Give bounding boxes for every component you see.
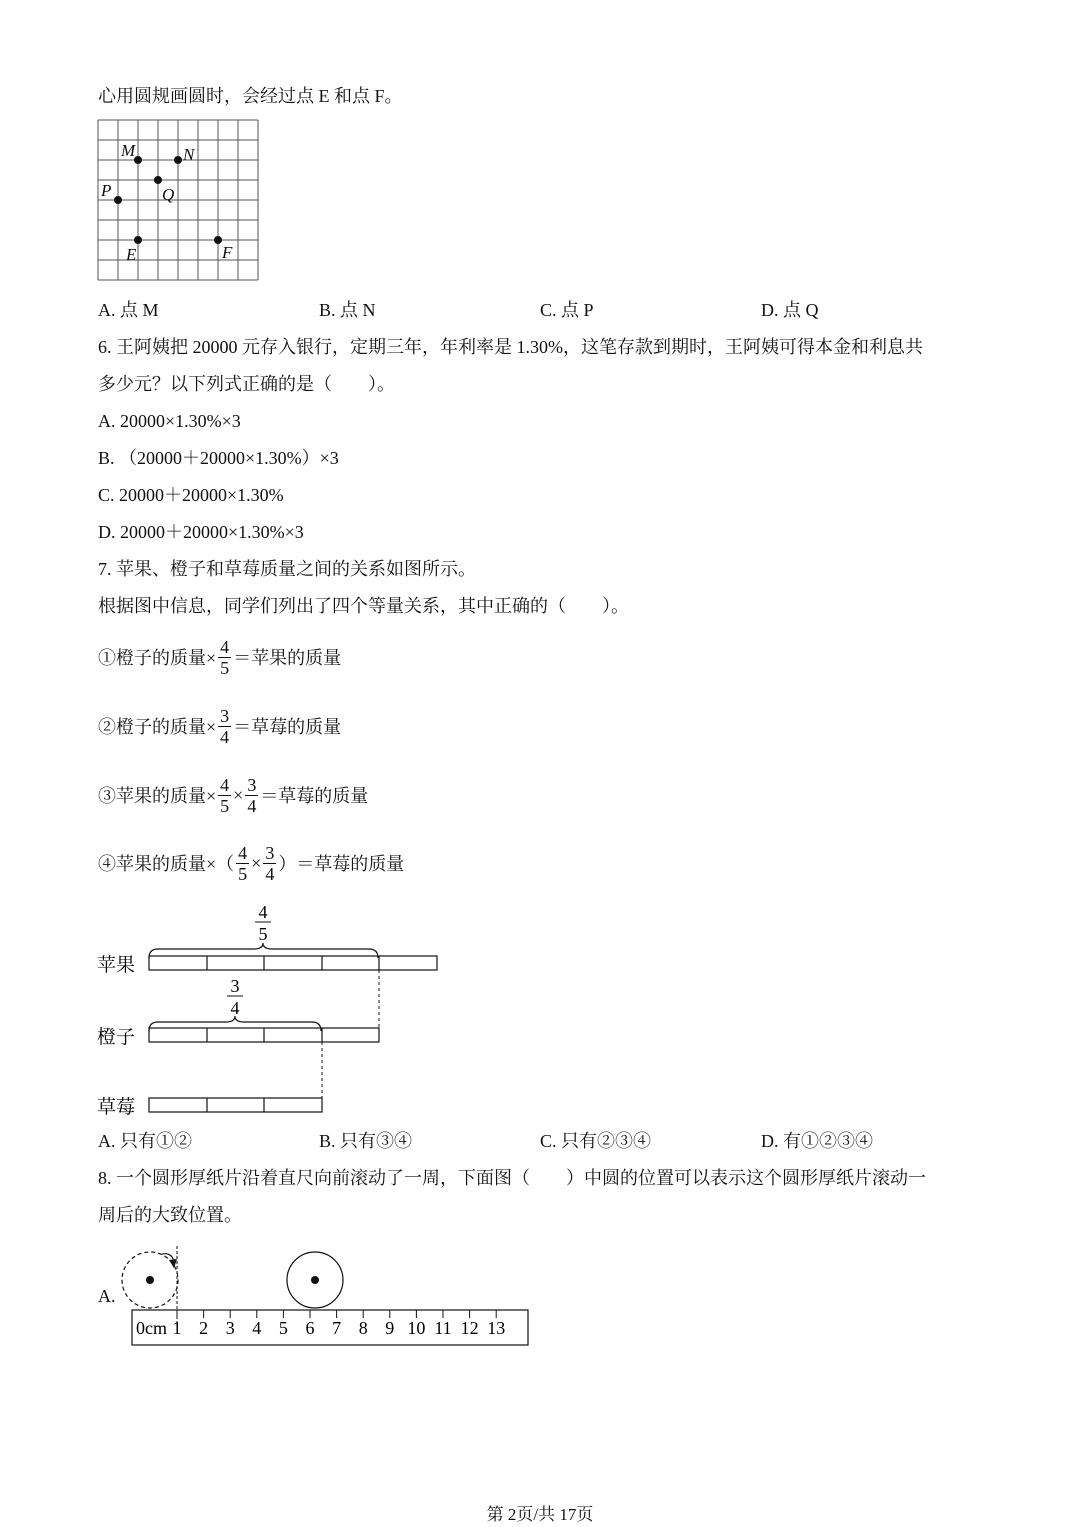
diag-frac1-num: 4: [258, 902, 268, 922]
q6-option-c[interactable]: C. 20000＋20000×1.30%: [98, 485, 284, 505]
ruler-label-5: 5: [278, 1318, 288, 1338]
ruler-label-12: 12: [460, 1318, 479, 1338]
point-m: [134, 156, 142, 164]
eq1-pre: ①橙子的质量×: [98, 648, 217, 668]
ruler-label-11: 11: [434, 1318, 452, 1338]
ruler-label-4: 4: [252, 1318, 262, 1338]
q7-option-d[interactable]: D. 有①②③④: [761, 1131, 873, 1151]
point-f: [214, 236, 222, 244]
q5-grid-figure: [96, 118, 262, 284]
point-e: [134, 236, 142, 244]
q7-equation-3: [98, 770, 368, 820]
eq2-fraction: $\frac{3}{4}$: [220, 705, 230, 747]
eq3-pre: ③苹果的质量×: [98, 786, 217, 806]
label-f: F: [222, 243, 233, 262]
ruler-label-7: 7: [332, 1318, 342, 1338]
q5-option-d[interactable]: D. 点 Q: [761, 300, 819, 320]
diag-frac2-num: 3: [230, 976, 240, 996]
ruler-label-2: 2: [199, 1318, 209, 1338]
diag-brace-orange: [149, 1016, 321, 1031]
q7-equation-4: [98, 838, 404, 888]
ruler-label-1: 1: [172, 1318, 182, 1338]
ruler-label-8: 8: [358, 1318, 368, 1338]
eq3-fraction-1: $\frac{4}{5}$: [220, 774, 230, 816]
ruler-label-0: 0cm: [136, 1318, 167, 1338]
eq2-post: ＝草莓的质量: [233, 717, 342, 737]
point-q: [154, 176, 162, 184]
q6-option-b[interactable]: B. （20000＋20000×1.30%）×3: [98, 448, 339, 468]
eq4-post: ）＝草莓的质量: [278, 854, 405, 874]
q6-text-line2: 多少元？以下列式正确的是（ ）。: [98, 374, 395, 394]
ruler-label-10: 10: [407, 1318, 426, 1338]
q8-option-a-label[interactable]: A.: [98, 1286, 116, 1306]
eq3-post: ＝草莓的质量: [260, 786, 369, 806]
q7-bar-diagram: [90, 898, 450, 1124]
q8-text-line2: 周后的大致位置。: [98, 1205, 242, 1225]
label-e: E: [126, 245, 137, 264]
eq2-pre: ②橙子的质量×: [98, 717, 217, 737]
q6-text-line1: 6. 王阿姨把 20000 元存入银行，定期三年，年利率是 1.30%，这笔存款到期时，王阿姨可得本金和利息共: [98, 337, 923, 357]
label-q: Q: [162, 185, 175, 204]
diag-label-strawberry: 草莓: [97, 1097, 136, 1118]
eq4-pre: ④苹果的质量×（: [98, 854, 235, 874]
diag-frac1-den: 5: [258, 924, 268, 944]
ruler-label-9: 9: [385, 1318, 395, 1338]
q6-option-a[interactable]: A. 20000×1.30%×3: [98, 411, 241, 431]
point-n: [174, 156, 182, 164]
eq4-fraction-2: $\frac{3}{4}$: [265, 842, 275, 884]
eq4-mid: ×: [251, 852, 262, 873]
ruler-label-13: 13: [487, 1318, 506, 1338]
q8-text-line1: 8. 一个圆形厚纸片沿着直尺向前滚动了一周，下面图（ ）中圆的位置可以表示这个圆形厚纸片滚动一: [98, 1168, 926, 1188]
label-p: P: [101, 181, 112, 200]
eq1-fraction: $\frac{4}{5}$: [220, 636, 230, 678]
q5-option-b[interactable]: B. 点 N: [319, 300, 376, 320]
q7-text-line2: 根据图中信息，同学们列出了四个等量关系，其中正确的（ ）。: [98, 596, 629, 616]
q7-option-c[interactable]: C. 只有②③④: [540, 1131, 652, 1151]
q7-option-b[interactable]: B. 只有③④: [319, 1131, 413, 1151]
diag-frac2-den: 4: [230, 998, 240, 1018]
q7-text-line1: 7. 苹果、橙子和草莓质量之间的关系如图所示。: [98, 559, 476, 579]
q7-equation-1: [98, 632, 341, 682]
ruler-label-3: 3: [225, 1318, 235, 1338]
ruler-label-6: 6: [305, 1318, 315, 1338]
eq3-fraction-2: $\frac{3}{4}$: [247, 774, 257, 816]
label-m: M: [121, 141, 136, 160]
diag-label-apple: 苹果: [97, 955, 136, 976]
q5-option-a[interactable]: A. 点 M: [98, 300, 159, 320]
label-n: N: [183, 145, 195, 164]
q5-option-c[interactable]: C. 点 P: [540, 300, 594, 320]
eq1-post: ＝苹果的质量: [233, 648, 342, 668]
point-p: [114, 196, 122, 204]
eq4-fraction-1: $\frac{4}{5}$: [238, 842, 248, 884]
diag-label-orange: 橙子: [97, 1027, 136, 1048]
q8-ruler-figure: [110, 1240, 540, 1352]
eq3-mid: ×: [233, 784, 244, 805]
q5-text-tail: 心用圆规画圆时，会经过点 E 和点 F。: [98, 86, 403, 106]
page-footer: 第 2页/共 17页: [486, 1505, 594, 1524]
q7-option-a[interactable]: A. 只有①②: [98, 1131, 192, 1151]
q6-option-d[interactable]: D. 20000＋20000×1.30%×3: [98, 522, 304, 542]
q7-equation-2: [98, 701, 341, 751]
